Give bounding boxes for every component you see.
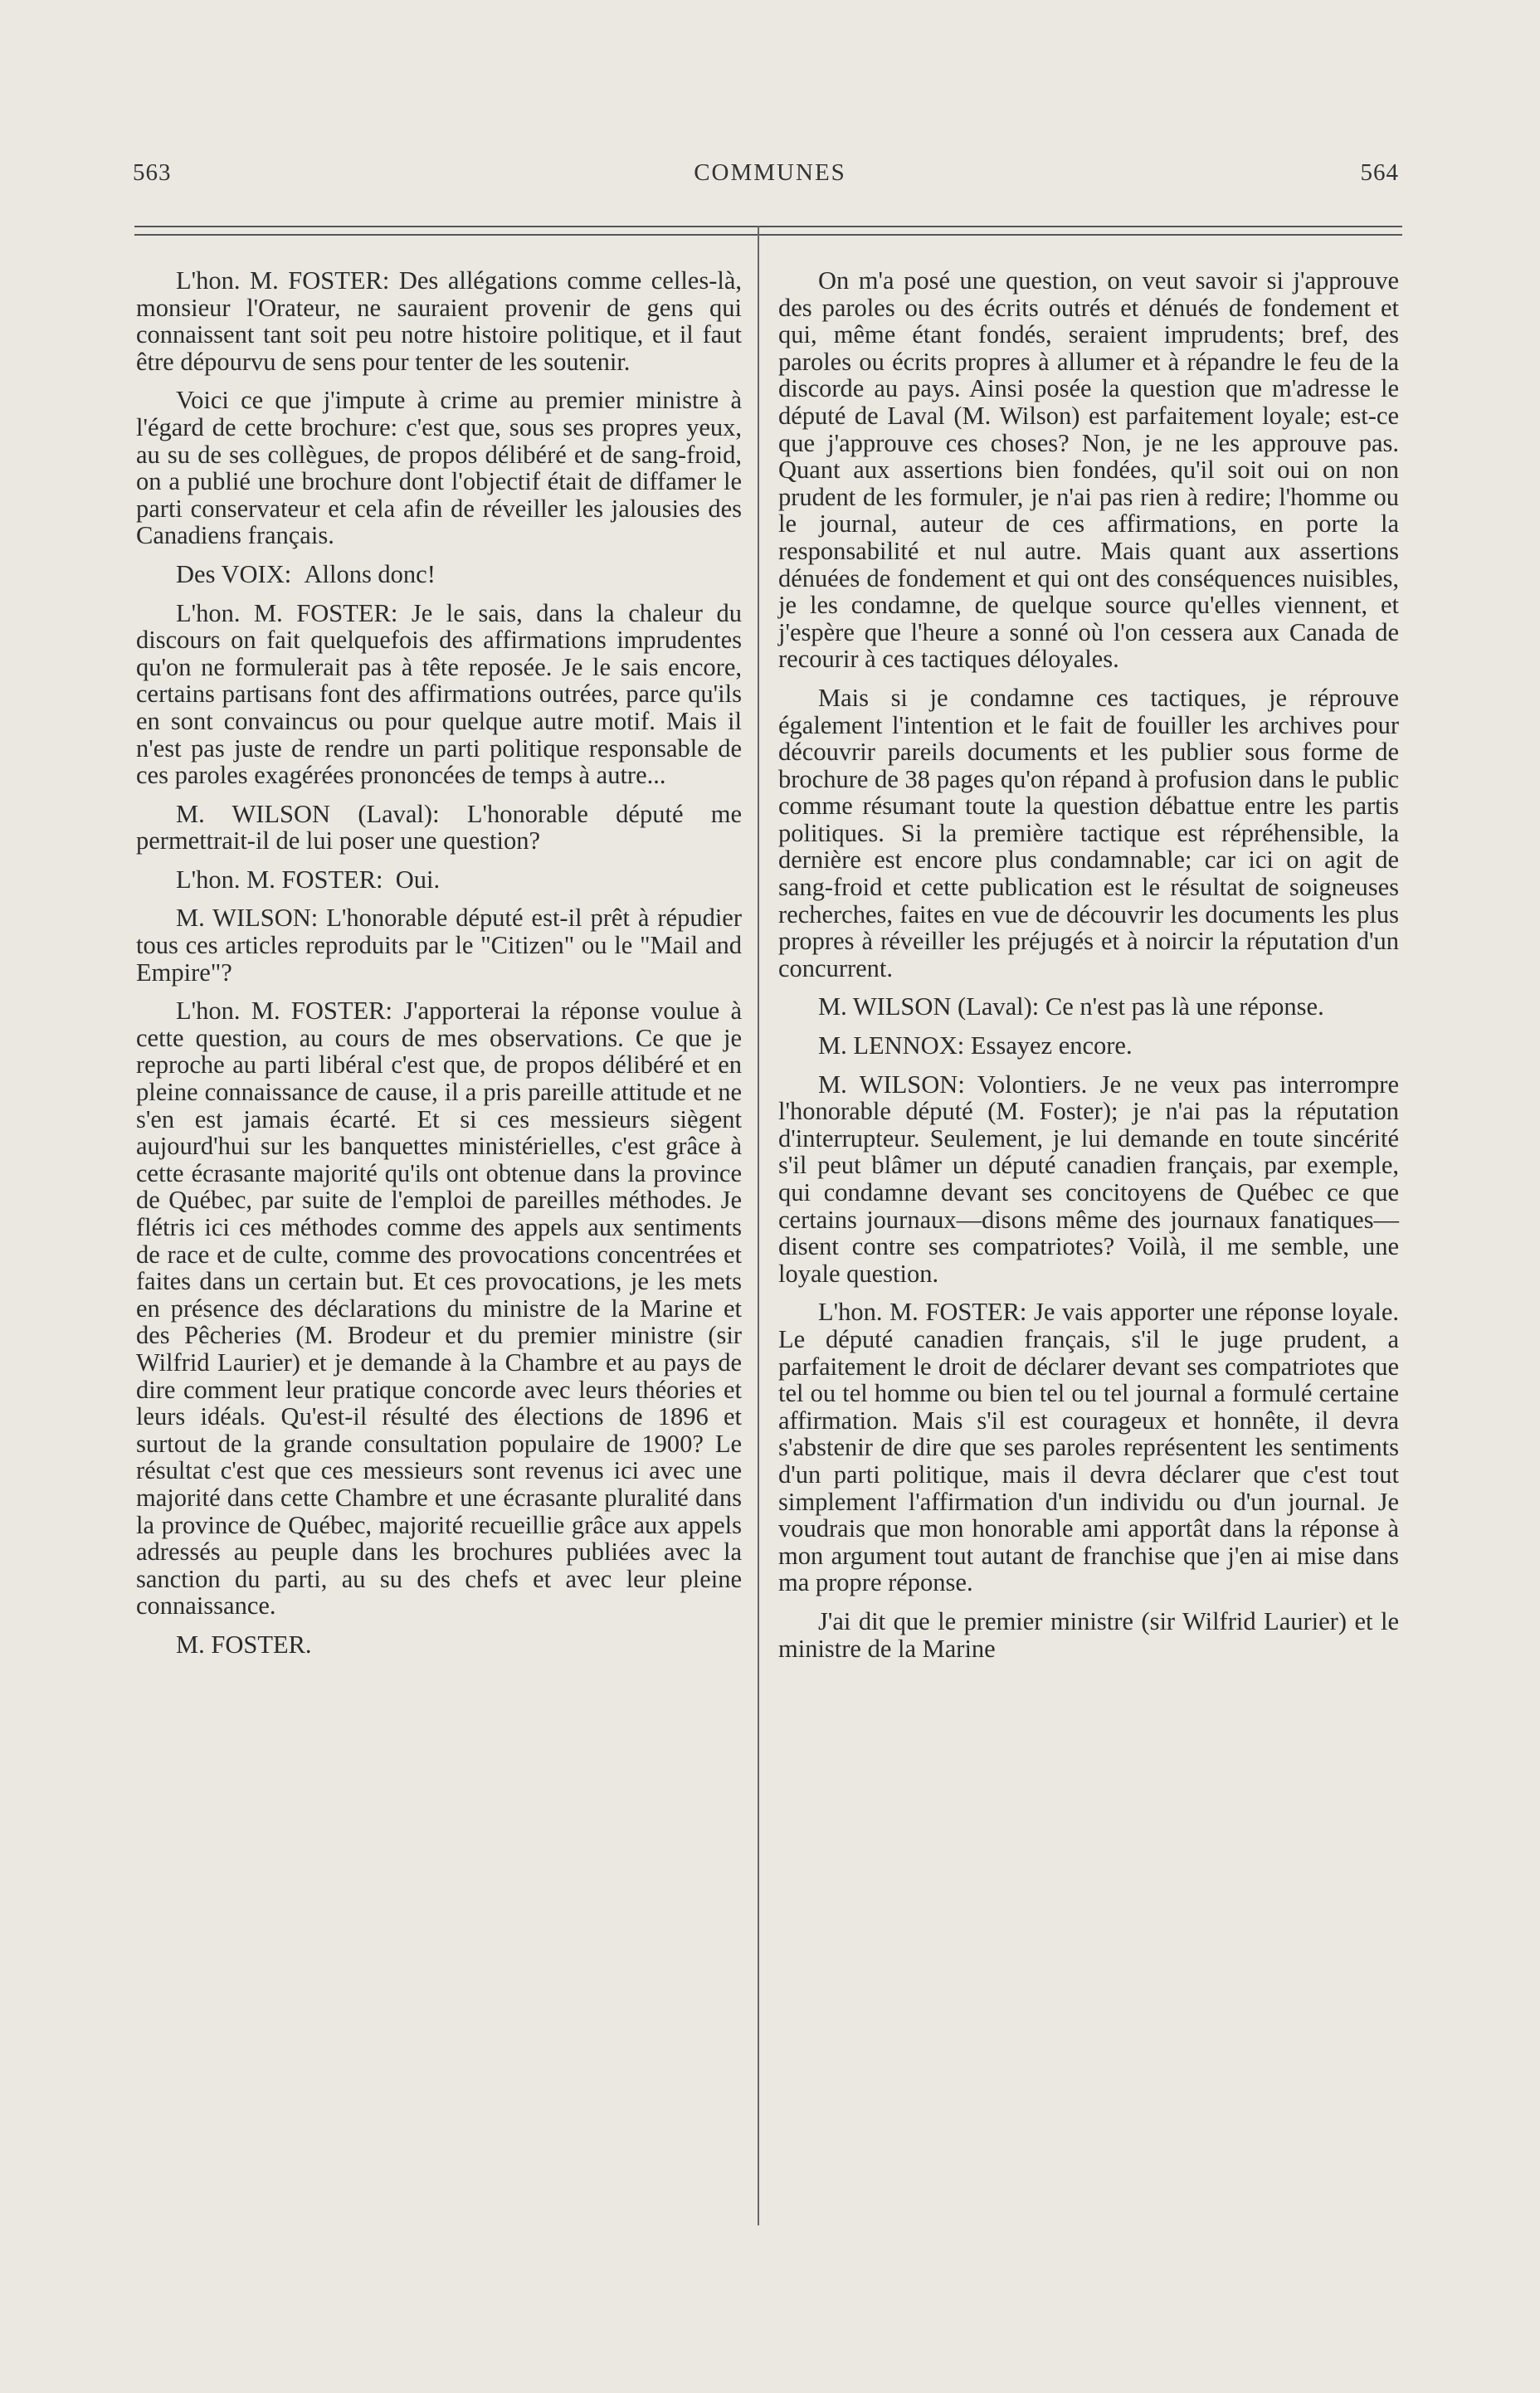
speaker: M. WILSON (Laval):: [176, 799, 440, 828]
speech-text: J'apporterai la réponse voulue à cette question, au cours de mes observations. Ce que je reproche au parti libéral c'est que, de propos délibéré et en pleine connaissance de cause, il a pris pareille attitude et ne s'en est jamais écarté. Et si ces messieurs siègent aujourd'hui sur les banquettes ministérielles, c'est grâce à cette écrasante majorité qu'ils ont obtenue dans la province de Québec, par suite de l'emploi de pareilles méthodes. Je flétris ici ces méthodes comme des appels aux sentiments de race et de culte, comme des provocations concentrées et faites dans un certain but. Et ces provocations, je les mets en présence des déclarations du ministre de la Marine et des Pêcheries (M. Brodeur et du premier ministre (sir Wilfrid Laurier) et je demande à la Chambre et au pays de dire comment leur pratique concorde avec leurs théories et leurs idéals. Qu'est-il résulté des élections de 1896 et surtout de la grande consultation populaire de 1900? Le résultat c'est que ces messieurs sont revenus ici avec une majorité dans cette Chambre et une écrasante pluralité dans la province de Québec, majorité recueillie grâce aux appels adressés au peuple dans les brochures publiées avec la sanction du parti, au su des chefs et avec leur pleine connaissance.: [136, 997, 743, 1621]
running-title: COMMUNES: [694, 159, 846, 186]
paragraph: [778, 1032, 1399, 1060]
column-divider: [758, 226, 759, 2225]
speech-text: Des allégations comme celles-là, monsieur l'Orateur, ne sauraient provenir de gens qui connaissent tant soit peu notre histoire politique, et il faut être dépourvu de sens pour tenter de les soutenir.: [136, 266, 742, 376]
paragraph: [778, 685, 1399, 982]
right-column: [778, 267, 1399, 1674]
speech-text: Volontiers. Je ne veux pas interrompre l'honorable député (M. Foster); je n'ai pas la réputation d'interrupteur. Seulement, je lui demande en toute sincérité s'il peut blâmer un député canadien français, par exemple, qui condamne devant ses concitoyens de Québec ce que certains journaux—disons même des journaux fanatiques—disent contre ses compatriotes? Voilà, il me semble, une loyale question.: [778, 1070, 1399, 1288]
paragraph: [778, 993, 1399, 1021]
speech-text: L'honorable député est-il prêt à répudier tous ces articles reproduits par le "Citizen" ou le "Mail and Empire"?: [136, 904, 743, 987]
paragraph: [778, 1071, 1399, 1288]
speech-text: Voici ce que j'impute à crime au premier ministre à l'égard de cette brochure: c'est que, sous ses propres yeux, au su de ses collègues, de propos délibéré et de sang-froid, on a publié une brochure dont l'objectif était de diffamer le parti conservateur et cela afin de réveiller les jalousies des Canadiens français.: [136, 386, 742, 550]
speaker: L'hon. M. FOSTER:: [176, 266, 390, 295]
left-column: [136, 267, 742, 1670]
speech-text: Allons donc!: [304, 559, 436, 588]
paragraph: [136, 561, 742, 588]
speech-text: On m'a posé une question, on veut savoir si j'approuve des paroles ou des écrits outrés et dénués de fondement et qui, même étant fondés, seraient imprudents; bref, des paroles ou écrits propres à allumer et à répandre le feu de la discorde au pays. Ainsi posée la question que m'adresse le député de Laval (M. Wilson) est parfaitement loyale; est-ce que j'approuve ces choses? Non, je ne les approuve pas. Quant aux assertions bien fondées, qu'il soit oui on non prudent de les formuler, je n'ai pas rien à redire; l'homme ou le journal, auteur de ces affirmations, en porte la responsabilité et nul autre. Mais quant aux assertions dénuées de fondement et qui ont des conséquences nuisibles, je les condamne, de quelque source qu'elles viennent, et j'espère que l'heure a sonné où l'on cessera aux Canada de recourir à ces tactiques déloyales.: [778, 266, 1399, 674]
speech-text: Essayez encore.: [970, 1031, 1133, 1060]
speaker: Des VOIX:: [176, 559, 292, 588]
paragraph: [136, 997, 742, 1620]
speaker: M. WILSON:: [176, 904, 319, 933]
paragraph: [136, 600, 742, 789]
paragraph: [136, 904, 742, 986]
paragraph: [778, 1299, 1399, 1596]
paragraph: [136, 1631, 742, 1659]
page-number-left: 563: [133, 159, 172, 186]
speaker: M. LENNOX:: [818, 1031, 965, 1060]
speaker: M. WILSON (Laval):: [818, 992, 1040, 1021]
speech-text: Je le sais, dans la chaleur du discours on fait quelquefois des affirmations imprudentes qu'on ne formulerait pas à tête reposée. Je le sais encore, certains partisans font des affirmations outrées, parce qu'ils en sont convaincus ou pour quelque autre motif. Mais il n'est pas juste de rendre un parti politique responsable de ces paroles exagérées prononcées de temps à autre...: [136, 598, 742, 790]
speaker: L'hon. M. FOSTER:: [176, 598, 398, 627]
speaker: L'hon. M. FOSTER:: [818, 1298, 1027, 1327]
speech-text: Oui.: [395, 865, 441, 894]
paragraph: [778, 1608, 1399, 1662]
paragraph: [136, 801, 742, 855]
paragraph: [136, 387, 742, 549]
speech-text: Ce n'est pas là une réponse.: [1045, 992, 1324, 1021]
speaker-footer: M. FOSTER.: [176, 1630, 312, 1659]
paragraph: [136, 267, 742, 375]
speech-text: Mais si je condamne ces tactiques, je réprouve également l'intention et le fait de fouiller les archives pour découvrir pareils documents et les publier sous forme de brochure de 38 pages qu'on répand à profusion dans le public comme résumant toute la question débattue entre les partis politiques. Si la première tactique est répréhensible, la dernière est encore plus condamnable; car ici on agit de sang-froid et cette publication est le résultat de soigneuses recherches, faites en vue de découvrir les documents les plus propres à réveiller les préjugés et à noircir la réputation d'un concurrent.: [778, 683, 1399, 982]
speaker: L'hon. M. FOSTER:: [176, 997, 392, 1026]
speech-text: Je vais apporter une réponse loyale. Le député canadien français, s'il le juge prudent, a parfaitement le droit de déclarer devant ses compatriotes que tel ou tel homme ou bien tel ou tel journal a formulé certaine affirmation. Mais s'il est courageux et honnête, il devra s'abstenir de dire que ses paroles représentent les sentiments d'un parti politique, mais il devra déclarer que c'est tout simplement l'affirmation d'un individu ou d'un journal. Je voudrais que mon honorable ami apportât dans la réponse à mon argument tout autant de franchise que j'en ai mise dans ma propre réponse.: [778, 1298, 1400, 1597]
paragraph: [778, 267, 1399, 673]
speaker: L'hon. M. FOSTER:: [176, 865, 383, 894]
speech-text: J'ai dit que le premier ministre (sir Wilfrid Laurier) et le ministre de la Marine: [778, 1606, 1399, 1663]
paragraph: [136, 866, 742, 894]
header-rule-top: [134, 226, 1402, 227]
speaker: M. WILSON:: [818, 1070, 965, 1099]
page-number-right: 564: [1360, 159, 1399, 186]
header-rule-bottom: [134, 234, 1402, 236]
speech-text: L'honorable député me permettrait-il de lui poser une question?: [136, 799, 743, 855]
